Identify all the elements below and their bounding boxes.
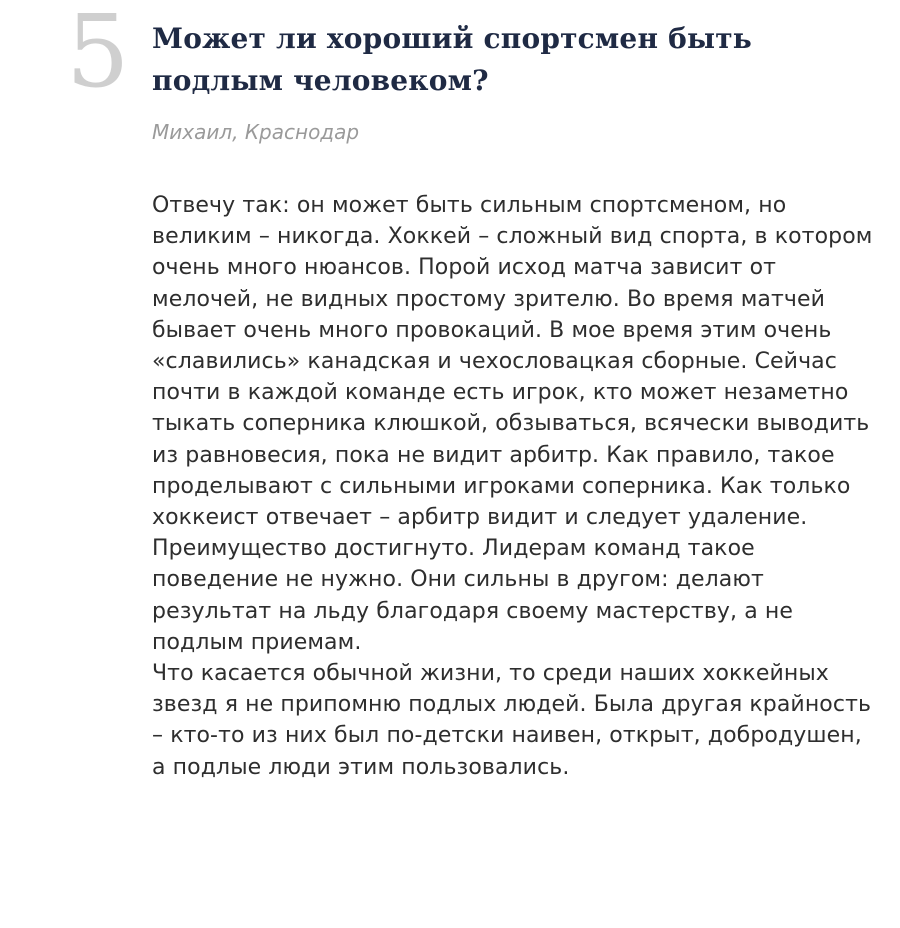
answer-paragraph: Что касается обычной жизни, то среди наших хоккейных звезд я не припомню подлых людей. Была другая крайность – кто-то из них был по-детски наивен, открыт, добродушен, а подлые люди этим пользовались.	[152, 661, 872, 780]
question-number: 5	[66, 0, 130, 110]
question-title: Может ли хороший спортсмен быть подлым человеком?	[152, 22, 752, 97]
question-author: Михаил, Краснодар	[152, 120, 360, 144]
qa-block	[152, 18, 882, 783]
answer-body	[152, 190, 882, 783]
answer-paragraph: Отвечу так: он может быть сильным спортсменом, но великим – никогда. Хоккей – сложный вид спорта, в котором очень много нюансов. Порой исход матча зависит от мелочей, не видных простому зрителю. Во время матчей бывает очень много провокаций. В мое время этим очень «славились» канадская и чехословацкая сборные. Сейчас почти в каждой команде есть игрок, кто может незаметно тыкать соперника клюшкой, обзываться, всячески выводить из равновесия, пока не видит арбитр. Как правило, такое проделывают с сильными игроками соперника. Как только хоккеист отвечает – арбитр видит и следует удаление. Преимущество достигнуто. Лидерам команд такое поведение не нужно. Они сильны в другом: делают результат на льду благодаря своему мастерству, а не подлым приемам.	[152, 193, 873, 655]
